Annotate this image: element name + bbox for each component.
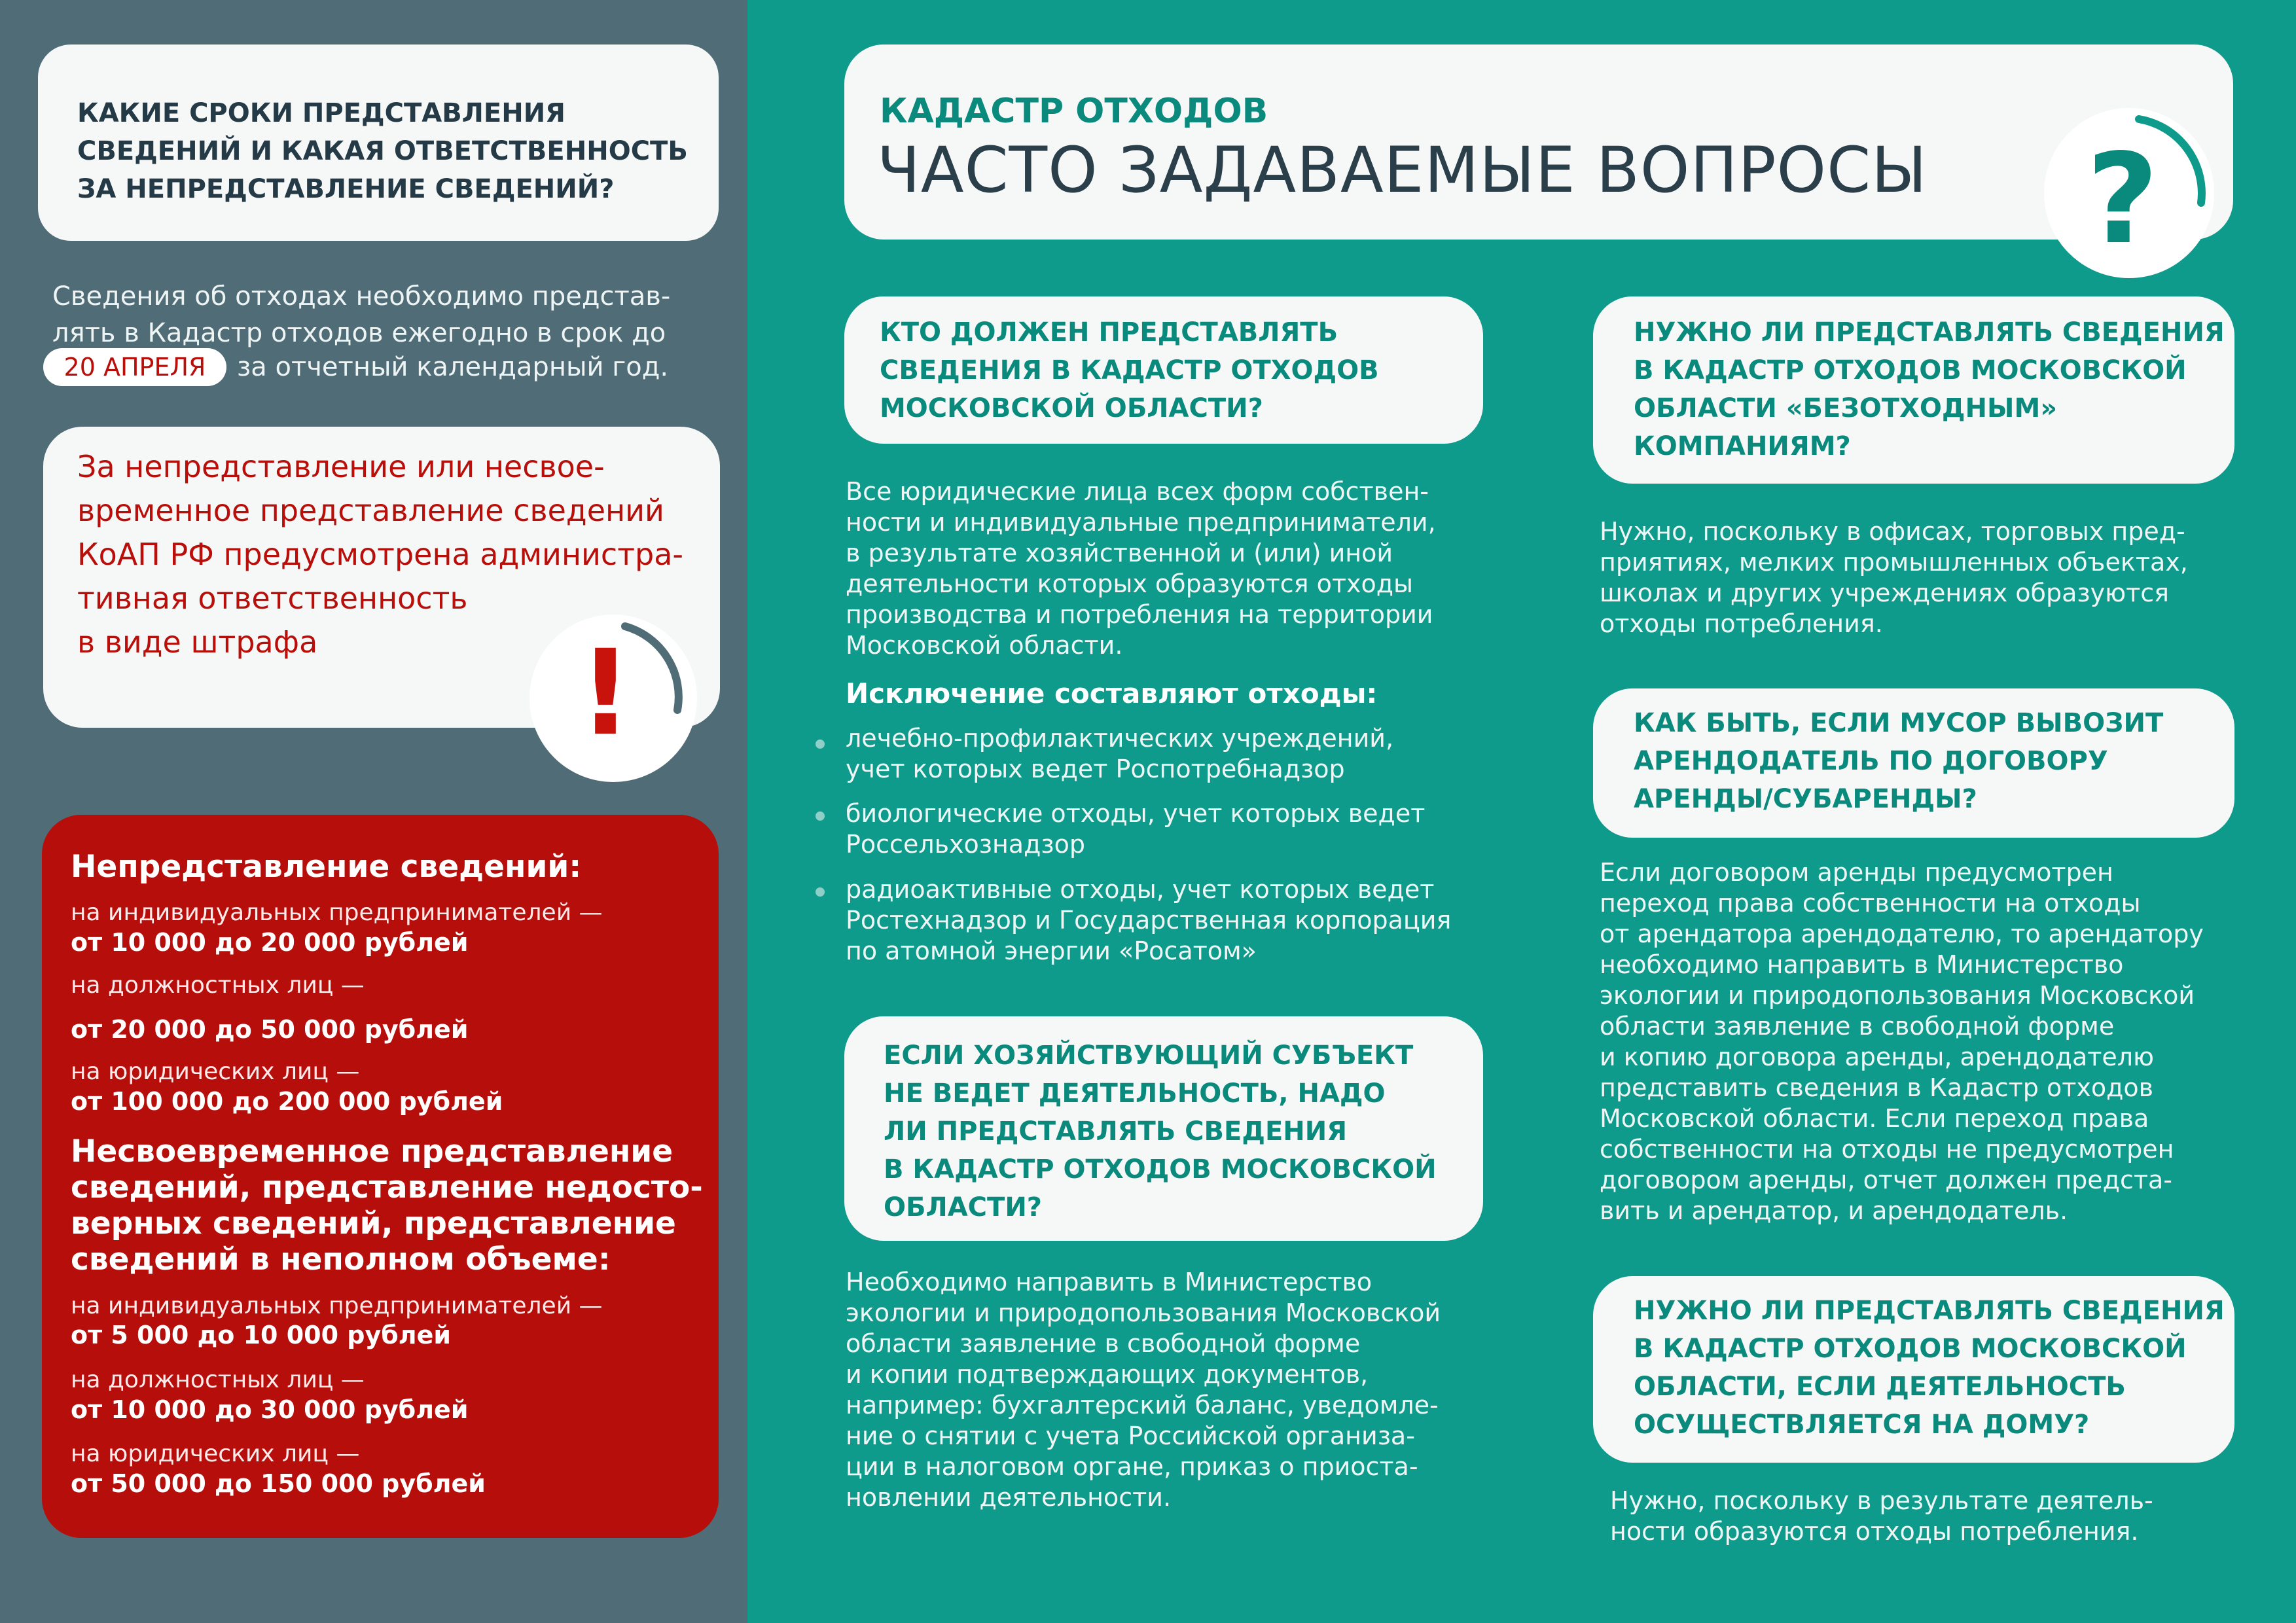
fine-amount: от 10 000 до 20 000 рублей: [71, 928, 469, 957]
faq-question-line: АРЕНДОДАТЕЛЬ ПО ДОГОВОРУ: [1634, 746, 2108, 776]
fine-subject: на должностных лиц —: [71, 972, 365, 999]
exception-line: учет которых ведет Роспотребнадзор: [846, 755, 1345, 783]
exception-line: Россельхознадзор: [846, 830, 1085, 859]
deadline-question-line-1: КАКИЕ СРОКИ ПРЕДСТАВЛЕНИЯ: [77, 98, 565, 128]
faq-question-line: НУЖНО ЛИ ПРЕДСТАВЛЯТЬ СВЕДЕНИЯ: [1634, 1296, 2225, 1326]
fines-heading-1: Непредставление сведений:: [71, 849, 582, 885]
faq-answer-line: ции в налоговом органе, приказ о приоста-: [846, 1452, 1418, 1481]
deadline-text-line-3: за отчетный календарный год.: [237, 352, 669, 382]
bullet-icon: [816, 740, 825, 749]
faq-question-line: ЛИ ПРЕДСТАВЛЯТЬ СВЕДЕНИЯ: [884, 1116, 1348, 1147]
faq-question-line: НЕ ВЕДЕТ ДЕЯТЕЛЬНОСТЬ, НАДО: [884, 1079, 1386, 1109]
faq-answer-line: Московской области.: [846, 631, 1123, 660]
faq-answer-line: приятиях, мелких промышленных объектах,: [1600, 548, 2188, 577]
fine-amount: от 20 000 до 50 000 рублей: [71, 1015, 469, 1044]
fine-subject: на юридических лиц —: [71, 1058, 360, 1085]
warning-line-2: временное представление сведений: [77, 493, 664, 528]
faq-answer-line: представить сведения в Кадастр отходов: [1600, 1073, 2154, 1102]
faq-answer-line: области заявление в свободной форме: [846, 1329, 1361, 1358]
fine-subject: на индивидуальных предпринимателей —: [71, 1293, 603, 1319]
faq-answer-line: новлении деятельности.: [846, 1483, 1172, 1512]
faq-answer-line: Московской области. Если переход права: [1600, 1104, 2149, 1133]
header-subtitle: КАДАСТР ОТХОДОВ: [880, 92, 1268, 131]
faq-answer-line: в результате хозяйственной и (или) иной: [846, 539, 1393, 567]
faq-answer-line: от арендатора арендодателю, то арендатору: [1600, 919, 2204, 948]
exception-line: Ростехнадзор и Государственная корпорация: [846, 906, 1452, 935]
faq-question-line: КАК БЫТЬ, ЕСЛИ МУСОР ВЫВОЗИТ: [1634, 708, 2164, 738]
deadline-text-line-1: Сведения об отходах необходимо представ-: [52, 281, 671, 312]
faq-answer-line: переход права собственности на отходы: [1600, 889, 2141, 918]
faq-question-line: ОБЛАСТИ, ЕСЛИ ДЕЯТЕЛЬНОСТЬ: [1634, 1372, 2126, 1402]
faq-question-line: В КАДАСТР ОТХОДОВ МОСКОВСКОЙ: [1634, 1334, 2187, 1364]
faq-answer-line: экологии и природопользования Московской: [1600, 981, 2195, 1010]
faq-question-line: НУЖНО ЛИ ПРЕДСТАВЛЯТЬ СВЕДЕНИЯ: [1634, 317, 2225, 348]
exception-line: радиоактивные отходы, учет которых ведет: [846, 875, 1435, 904]
faq-question-line: АРЕНДЫ/СУБАРЕНДЫ?: [1634, 784, 1977, 814]
faq-question-line: ОБЛАСТИ?: [884, 1192, 1042, 1222]
fine-amount: от 5 000 до 10 000 рублей: [71, 1321, 452, 1349]
deadline-question-line-3: ЗА НЕПРЕДСТАВЛЕНИЕ СВЕДЕНИЙ?: [77, 174, 615, 204]
exception-line: биологические отходы, учет которых ведет: [846, 799, 1426, 828]
exception-line: по атомной энергии «Росатом»: [846, 936, 1257, 965]
faq-question-line: ОСУЩЕСТВЛЯЕТСЯ НА ДОМУ?: [1634, 1410, 2090, 1440]
faq-answer-line: Необходимо направить в Министерство: [846, 1268, 1372, 1296]
warning-line-3: КоАП РФ предусмотрена администра-: [77, 537, 683, 572]
question-mark-icon: ?: [2086, 127, 2159, 272]
faq-answer-line: Нужно, поскольку в офисах, торговых пред-: [1600, 517, 2185, 546]
fines-heading-2-line-1: Несвоевременное представление: [71, 1133, 673, 1169]
faq-question-line: КТО ДОЛЖЕН ПРЕДСТАВЛЯТЬ: [880, 317, 1338, 348]
fine-amount: от 50 000 до 150 000 рублей: [71, 1469, 486, 1498]
faq-answer-line: вить и арендатор, и арендодатель.: [1600, 1196, 2068, 1225]
faq-answer-line: деятельности которых образуются отходы: [846, 569, 1414, 598]
fines-heading-2-line-3: верных сведений, представление: [71, 1205, 676, 1241]
faq-answer-line: например: бухгалтерский баланс, уведомле-: [846, 1391, 1439, 1419]
exclamation-icon: !: [578, 625, 633, 762]
faq-question-line: В КАДАСТР ОТХОДОВ МОСКОВСКОЙ: [884, 1154, 1437, 1185]
faq-answer-line: ности и индивидуальные предприниматели,: [846, 508, 1436, 537]
faq-question-line: КОМПАНИЯМ?: [1634, 431, 1851, 461]
exception-line: лечебно-профилактических учреждений,: [846, 724, 1394, 753]
faq-answer-line: Если договором аренды предусмотрен: [1600, 858, 2113, 887]
faq-question-line: ОБЛАСТИ «БЕЗОТХОДНЫМ»: [1634, 393, 2058, 423]
bullet-icon: [816, 887, 825, 897]
fine-subject: на юридических лиц —: [71, 1440, 360, 1467]
fine-subject: на должностных лиц —: [71, 1366, 365, 1393]
deadline-text-line-2: лять в Кадастр отходов ежегодно в срок до: [52, 318, 666, 348]
faq-answer-line: производства и потребления на территории: [846, 600, 1433, 629]
faq-answer-line: собственности на отходы не предусмотрен: [1600, 1135, 2174, 1164]
fines-heading-2-line-4: сведений в неполном объеме:: [71, 1241, 611, 1277]
faq-answer-line: ние о снятии с учета Российской организа-: [846, 1421, 1415, 1450]
faq-answer-line: Нужно, поскольку в результате деятель-: [1610, 1486, 2153, 1515]
faq-question-line: СВЕДЕНИЯ В КАДАСТР ОТХОДОВ: [880, 355, 1379, 385]
faq-answer-line: договором аренды, отчет должен предста-: [1600, 1166, 2172, 1194]
warning-line-1: За непредставление или несвое-: [77, 449, 605, 484]
fine-amount: от 100 000 до 200 000 рублей: [71, 1087, 503, 1116]
faq-answer-line: ности образуются отходы потребления.: [1610, 1517, 2139, 1546]
fine-amount: от 10 000 до 30 000 рублей: [71, 1395, 469, 1424]
faq-question-line: МОСКОВСКОЙ ОБЛАСТИ?: [880, 393, 1263, 423]
warning-line-5: в виде штрафа: [77, 624, 318, 660]
faq-answer-line: Все юридические лица всех форм собствен-: [846, 477, 1429, 506]
header-title: ЧАСТО ЗАДАВАЕМЫЕ ВОПРОСЫ: [877, 134, 1928, 207]
faq-answer-line: школах и других учреждениях образуются: [1600, 579, 2169, 607]
faq-answer-line: необходимо направить в Министерство: [1600, 950, 2124, 979]
fines-heading-2-line-2: сведений, представление недосто-: [71, 1169, 703, 1205]
faq-question-line: ЕСЛИ ХОЗЯЙСТВУЮЩИЙ СУБЪЕКТ: [884, 1041, 1414, 1071]
faq-answer-line: экологии и природопользования Московской: [846, 1298, 1441, 1327]
deadline-question-line-2: СВЕДЕНИЙ И КАКАЯ ОТВЕТСТВЕННОСТЬ: [77, 136, 688, 166]
faq-answer-line: области заявление в свободной форме: [1600, 1012, 2115, 1041]
bullet-icon: [816, 812, 825, 821]
faq-answer-line: и копию договора аренды, арендодателю: [1600, 1043, 2155, 1071]
faq-answer-line: и копии подтверждающих документов,: [846, 1360, 1369, 1389]
faq-answer-line: отходы потребления.: [1600, 609, 1883, 638]
exceptions-heading: Исключение составляют отходы:: [846, 677, 1378, 709]
warning-line-4: тивная ответственность: [77, 580, 468, 616]
deadline-date-badge: 20 АПРЕЛЯ: [43, 348, 226, 386]
fine-subject: на индивидуальных предпринимателей —: [71, 899, 603, 926]
faq-question-line: В КАДАСТР ОТХОДОВ МОСКОВСКОЙ: [1634, 355, 2187, 385]
